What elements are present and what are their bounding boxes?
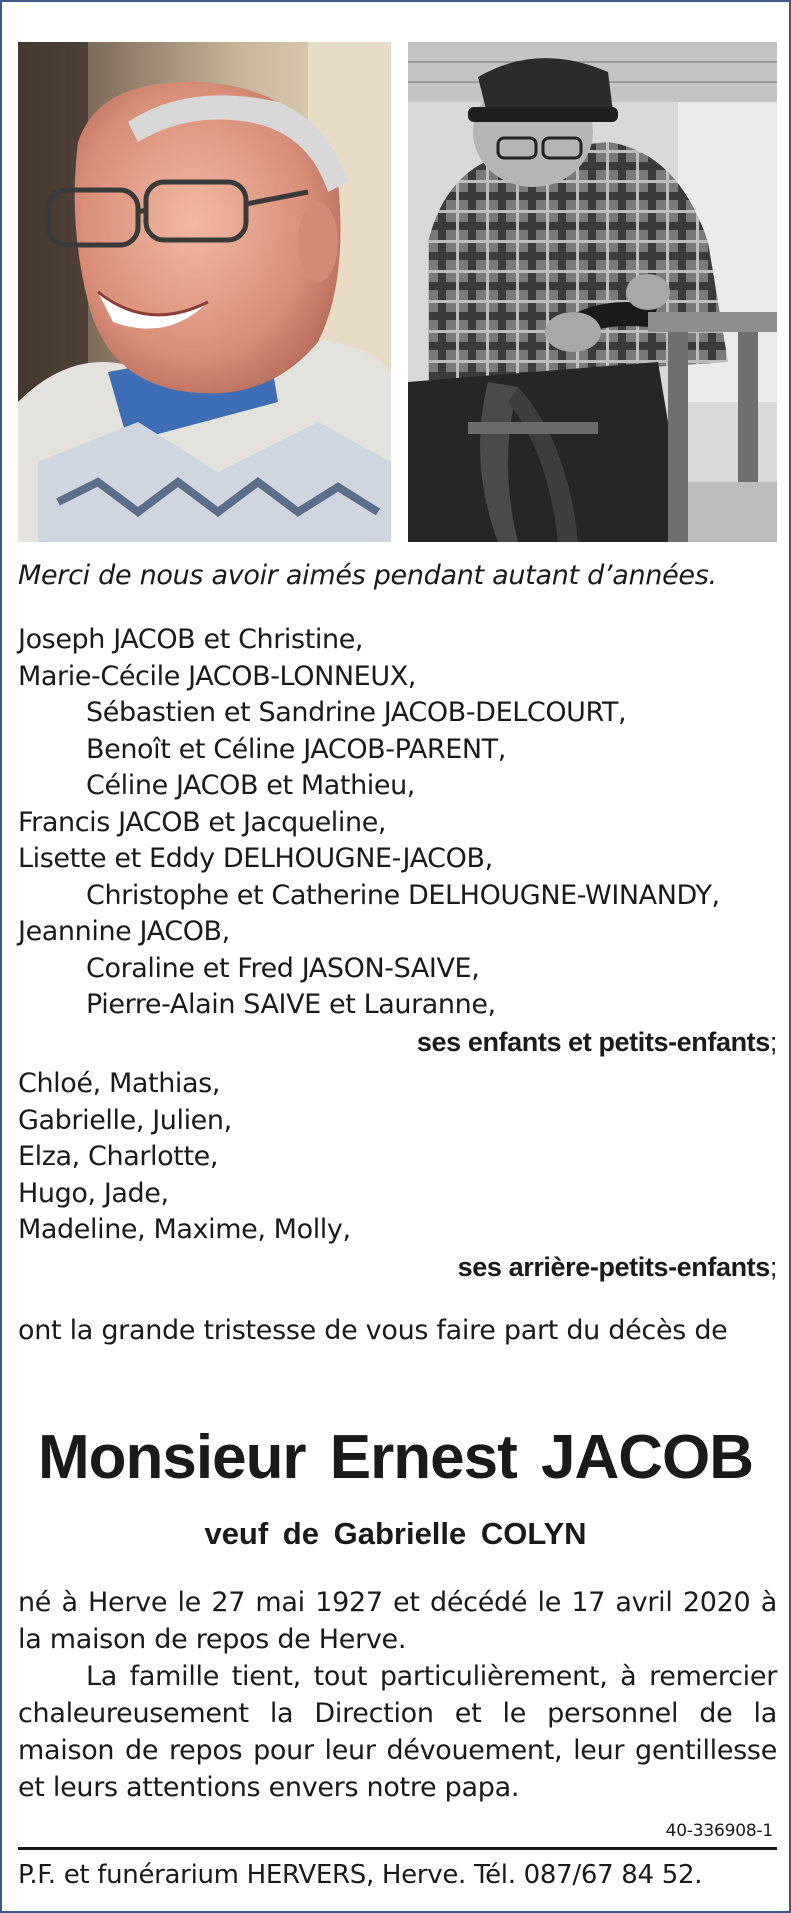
deceased-name: Monsieur Ernest JACOB xyxy=(37,1423,754,1492)
motto: Merci de nous avoir aimés pendant autant d’années. xyxy=(18,560,717,591)
great-grandchildren-label-semicolon: ; xyxy=(769,1251,777,1282)
family-line: Pierre-Alain SAIVE et Lauranne, xyxy=(86,989,496,1020)
family-line: Sébastien et Sandrine JACOB-DELCOURT, xyxy=(86,697,627,728)
thanks-paragraph: La famille tient, tout particulièrement, à remercier chaleureusement la Direction et le personnel de la maison de repos pour leur dévouement, leur gentillesse et leurs attentions envers notre papa. xyxy=(18,1661,777,1803)
great-grandchildren-line: Hugo, Jade, xyxy=(18,1177,169,1209)
portrait-photo xyxy=(18,42,391,542)
family-line: Christophe et Catherine DELHOUGNE-WINANDY, xyxy=(86,879,720,911)
family-list xyxy=(18,622,777,1285)
funeral-home-line: P.F. et funérarium HERVERS, Herve. Tél. 087/67 84 52. xyxy=(18,1860,703,1890)
family-line: Lisette et Eddy DELHOUGNE-JACOB, xyxy=(18,843,493,874)
great-grandchildren-line: Chloé, Mathias, xyxy=(18,1068,220,1099)
great-grandchildren-label xyxy=(18,1249,777,1286)
family-line: Francis JACOB et Jacqueline, xyxy=(18,806,387,838)
family-line: Céline JACOB et Mathieu, xyxy=(86,770,415,801)
family-line: Jeannine JACOB, xyxy=(18,916,230,947)
divider xyxy=(18,1847,777,1850)
family-line: Coraline et Fred JASON-SAIVE, xyxy=(86,952,480,984)
family-line: Marie-Cécile JACOB-LONNEUX, xyxy=(18,660,416,692)
reference-number: 40-336908-1 xyxy=(665,1821,773,1841)
workshop-photo xyxy=(408,42,777,542)
children-label-text: ses enfants et petits-enfants xyxy=(416,1026,770,1057)
widow-line: veuf de Gabrielle COLYN xyxy=(204,1516,587,1551)
great-grandchildren-line: Madeline, Maxime, Molly, xyxy=(18,1214,351,1245)
announcement: ont la grande tristesse de vous faire part du décès de xyxy=(18,1315,728,1346)
birth-death-paragraph: né à Herve le 27 mai 1927 et décédé le 17 avril 2020 à la maison de repos de Herve. xyxy=(18,1587,777,1655)
family-line: Benoît et Céline JACOB-PARENT, xyxy=(86,733,506,765)
family-line: Joseph JACOB et Christine, xyxy=(18,624,364,655)
great-grandchildren-line: Elza, Charlotte, xyxy=(18,1141,219,1172)
obituary-body xyxy=(18,1584,777,1806)
great-grandchildren-line: Gabrielle, Julien, xyxy=(18,1104,232,1136)
children-label-semicolon: ; xyxy=(769,1026,777,1057)
great-grandchildren-label-text: ses arrière-petits-enfants xyxy=(457,1251,770,1282)
children-label xyxy=(18,1024,777,1061)
photos-row xyxy=(18,42,777,542)
